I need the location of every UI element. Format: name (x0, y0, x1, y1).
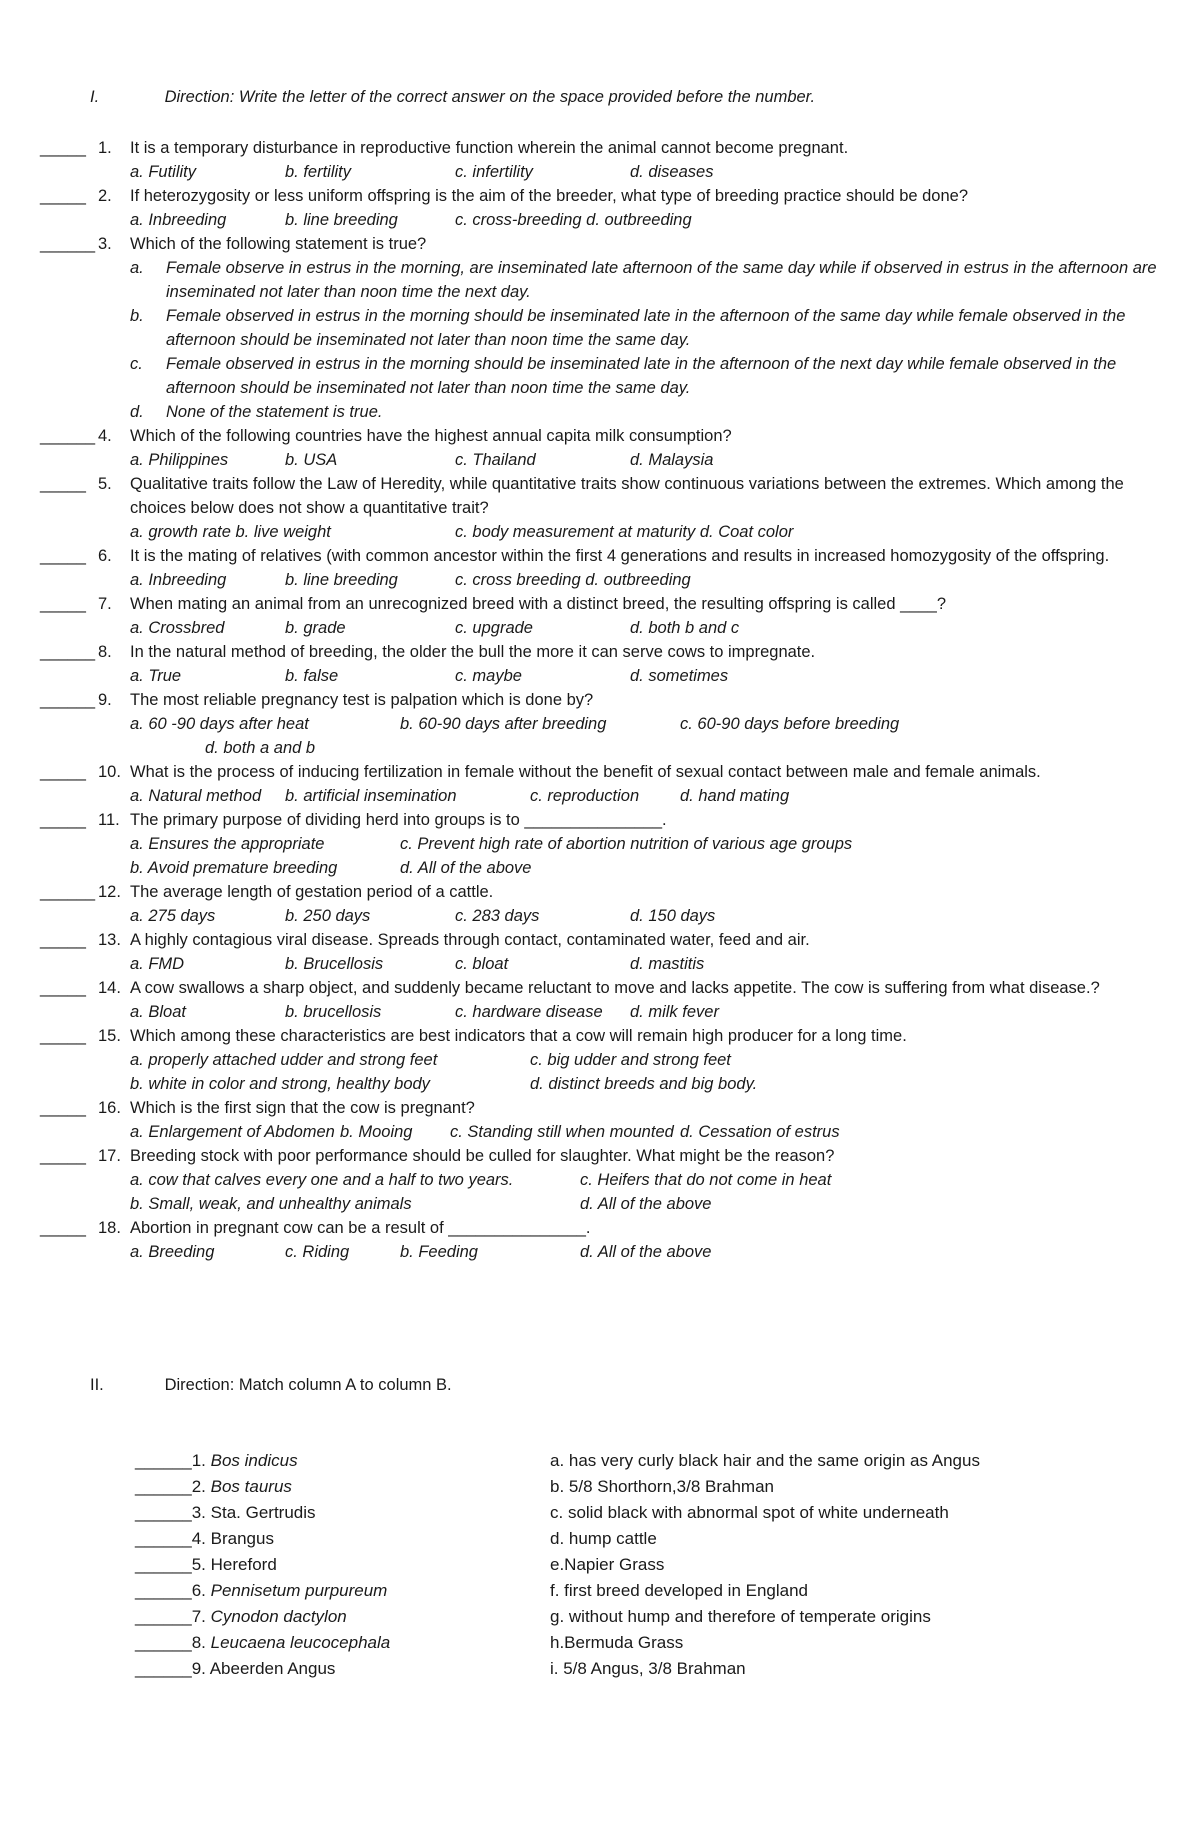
question-text: The average length of gestation period of a cattle. (130, 883, 494, 901)
column-a-term: Bos taurus (210, 1477, 292, 1496)
question-line (40, 136, 1160, 160)
question-number: 8. (98, 643, 112, 661)
option-choice: c. big udder and strong feet (530, 1051, 731, 1069)
option-choice: d. Malaysia (630, 451, 714, 469)
option-row (40, 160, 1160, 184)
question-item (40, 184, 1160, 232)
option-letter: c. (130, 355, 143, 373)
answer-blank[interactable]: ______ (40, 235, 96, 253)
option-choice: b. Mooing (340, 1123, 413, 1141)
answer-blank[interactable]: _____ (40, 931, 86, 949)
column-b-item: c. solid black with abnormal spot of white underneath (550, 1503, 949, 1522)
question-number: 11. (98, 811, 120, 829)
question-line (40, 808, 1160, 832)
option-choice: a. Inbreeding (130, 571, 227, 589)
column-a-blank[interactable]: ______8. (135, 1633, 211, 1652)
option-text: Female observe in estrus in the morning, are inseminated late afternoon of the same day while if observed in estrus in the afternoon are inseminated not later than noon time the next day. (166, 259, 1157, 301)
question-number: 10. (98, 763, 121, 781)
answer-blank[interactable]: ______ (40, 643, 96, 661)
option-choice: a. Inbreeding (130, 211, 227, 229)
option-choice: d. 150 days (630, 907, 716, 925)
option-row (40, 1168, 1160, 1192)
question-item (40, 472, 1160, 544)
question-line (40, 592, 1160, 616)
answer-blank[interactable]: ______ (40, 427, 96, 445)
question-item (40, 1024, 1160, 1096)
option-row (40, 1072, 1160, 1096)
option-choice: a. Philippines (130, 451, 229, 469)
section-1-header (90, 88, 815, 107)
option-choice: a. Natural method (130, 787, 262, 805)
question-item (40, 136, 1160, 184)
option-row (40, 1000, 1160, 1024)
option-choice: b. artificial insemination (285, 787, 457, 805)
option-row (40, 208, 1160, 232)
column-b-item: g. without hump and therefore of temperate origins (550, 1607, 931, 1626)
option-choice: d. distinct breeds and big body. (530, 1075, 758, 1093)
question-item (40, 544, 1160, 592)
section-1-direction: Direction: Write the letter of the correct answer on the space provided before the number. (164, 88, 816, 106)
question-number: 5. (98, 475, 112, 493)
option-letter: b. (130, 307, 144, 325)
question-text: Breeding stock with poor performance should be culled for slaughter. What might be the reason? (130, 1147, 835, 1165)
option-text: Female observed in estrus in the morning should be inseminated late in the afternoon of the next day while female observed in the afternoon should be inseminated not later than noon time the same day. (166, 355, 1117, 397)
option-choice: c. Heifers that do not come in heat (580, 1171, 832, 1189)
column-a-blank[interactable]: ______6. (135, 1581, 211, 1600)
question-text: When mating an animal from an unrecognized breed with a distinct breed, the resulting offspring is called ____? (130, 595, 947, 613)
question-line (40, 640, 1160, 664)
column-a-item (135, 1630, 390, 1656)
answer-blank[interactable]: _____ (40, 139, 86, 157)
column-a-item (135, 1474, 292, 1500)
column-a-blank[interactable]: ______5. (135, 1555, 211, 1574)
answer-blank[interactable]: _____ (40, 595, 86, 613)
match-row (135, 1526, 1085, 1552)
question-text: It is the mating of relatives (with common ancestor within the first 4 generations and results in increased homozygosity of the offspring. (130, 547, 1110, 565)
option-choice: d. All of the above (400, 859, 532, 877)
question-item (40, 640, 1160, 688)
option-text: None of the statement is true. (166, 403, 383, 421)
column-a-term: Hereford (210, 1555, 277, 1574)
column-a-blank[interactable]: ______7. (135, 1607, 211, 1626)
column-a-term: Brangus (210, 1529, 274, 1548)
column-a-term: Sta. Gertrudis (210, 1503, 316, 1522)
option-choice: c. cross-breeding d. outbreeding (455, 211, 692, 229)
option-long (40, 352, 1160, 400)
option-choice: b. white in color and strong, healthy body (130, 1075, 430, 1093)
option-row (40, 856, 1160, 880)
option-choice: c. upgrade (455, 619, 533, 637)
option-choice: c. 283 days (455, 907, 540, 925)
option-choice: a. FMD (130, 955, 185, 973)
question-item (40, 976, 1160, 1024)
option-choice: b. Avoid premature breeding (130, 859, 338, 877)
answer-blank[interactable]: _____ (40, 187, 86, 205)
option-choice: b. Small, weak, and unhealthy animals (130, 1195, 412, 1213)
question-line (40, 1024, 1160, 1048)
question-line (40, 880, 1160, 904)
column-a-blank[interactable]: ______2. (135, 1477, 211, 1496)
option-row (40, 568, 1160, 592)
question-item (40, 688, 1160, 760)
option-choice: c. bloat (455, 955, 509, 973)
option-row (40, 1048, 1160, 1072)
question-line (40, 928, 1160, 952)
question-line (40, 544, 1160, 568)
answer-blank[interactable]: _____ (40, 1219, 86, 1237)
question-item (40, 880, 1160, 928)
option-choice: b. 250 days (285, 907, 371, 925)
question-text: If heterozygosity or less uniform offspring is the aim of the breeder, what type of breeding practice should be done? (130, 187, 969, 205)
question-number: 17. (98, 1147, 121, 1165)
question-number: 18. (98, 1219, 121, 1237)
question-text: In the natural method of breeding, the older the bull the more it can serve cows to impregnate. (130, 643, 816, 661)
question-number: 4. (98, 427, 112, 445)
option-choice: d. both b and c (630, 619, 740, 637)
question-item (40, 1096, 1160, 1144)
option-choice: c. Thailand (455, 451, 536, 469)
option-choice: c. 60-90 days before breeding (680, 715, 900, 733)
option-choice: a. Bloat (130, 1003, 186, 1021)
answer-blank[interactable]: _____ (40, 1147, 86, 1165)
option-choice: d. mastitis (630, 955, 705, 973)
option-choice: a. growth rate b. live weight (130, 523, 331, 541)
match-row (135, 1656, 1085, 1682)
question-text: Which of the following statement is true? (130, 235, 427, 253)
option-choice: d. both a and b (205, 739, 316, 757)
question-item (40, 928, 1160, 976)
answer-blank[interactable]: _____ (40, 1099, 86, 1117)
option-choice: d. All of the above (580, 1195, 712, 1213)
column-a-term: Pennisetum purpureum (210, 1581, 388, 1600)
question-line (40, 760, 1160, 784)
column-a-blank[interactable]: ______3. (135, 1503, 211, 1522)
question-line (40, 472, 1160, 520)
question-item (40, 592, 1160, 640)
column-a-item (135, 1500, 316, 1526)
match-row (135, 1474, 1085, 1500)
question-text: It is a temporary disturbance in reproductive function wherein the animal cannot become pregnant. (130, 139, 849, 157)
option-row (40, 448, 1160, 472)
answer-blank[interactable]: _____ (40, 763, 86, 781)
question-text: Which among these characteristics are best indicators that a cow will remain high producer for a long time. (130, 1027, 907, 1045)
option-choice: b. Feeding (400, 1243, 478, 1261)
question-item (40, 1144, 1160, 1216)
option-choice: a. Enlargement of Abdomen (130, 1123, 335, 1141)
option-choice: a. 60 -90 days after heat (130, 715, 309, 733)
option-choice: c. Riding (285, 1243, 350, 1261)
question-list (40, 136, 1160, 1264)
column-a-item (135, 1448, 298, 1474)
option-choice: d. milk fever (630, 1003, 719, 1021)
question-number: 13. (98, 931, 121, 949)
option-choice: a. True (130, 667, 182, 685)
question-number: 9. (98, 691, 112, 709)
match-row (135, 1630, 1085, 1656)
option-choice: c. cross breeding d. outbreeding (455, 571, 691, 589)
option-choice: b. Brucellosis (285, 955, 384, 973)
question-number: 15. (98, 1027, 121, 1045)
option-choice: b. line breeding (285, 211, 398, 229)
option-choice: b. line breeding (285, 571, 398, 589)
match-row (135, 1604, 1085, 1630)
column-b-item: i. 5/8 Angus, 3/8 Brahman (550, 1659, 746, 1678)
column-b-item: a. has very curly black hair and the same origin as Angus (550, 1451, 980, 1470)
option-long (40, 400, 1160, 424)
option-text: Female observed in estrus in the morning should be inseminated late in the afternoon of the same day while female observed in the afternoon should be inseminated not later than noon time the same day. (166, 307, 1126, 349)
column-b-item: b. 5/8 Shorthorn,3/8 Brahman (550, 1477, 774, 1496)
question-line (40, 424, 1160, 448)
question-text: What is the process of inducing fertilization in female without the benefit of sexual contact between male and female animals. (130, 763, 1041, 781)
option-choice: a. Crossbred (130, 619, 225, 637)
question-line (40, 184, 1160, 208)
answer-blank[interactable]: _____ (40, 811, 86, 829)
answer-blank[interactable]: _____ (40, 475, 86, 493)
column-a-blank[interactable]: ______1. (135, 1451, 211, 1470)
question-line (40, 1216, 1160, 1240)
section-2-numeral: II. (90, 1376, 104, 1394)
option-choice: a. 275 days (130, 907, 216, 925)
question-number: 3. (98, 235, 112, 253)
option-row (40, 520, 1160, 544)
answer-blank[interactable]: _____ (40, 979, 86, 997)
option-choice: d. sometimes (630, 667, 729, 685)
question-text: Abortion in pregnant cow can be a result of _______________. (130, 1219, 591, 1237)
question-number: 16. (98, 1099, 121, 1117)
option-row (40, 952, 1160, 976)
column-a-term: Leucaena leucocephala (210, 1633, 391, 1652)
column-a-term: Bos indicus (210, 1451, 298, 1470)
question-number: 6. (98, 547, 112, 565)
column-a-item (135, 1604, 347, 1630)
option-row (40, 1192, 1160, 1216)
match-row (135, 1552, 1085, 1578)
option-row (40, 664, 1160, 688)
option-choice: c. Prevent high rate of abortion nutrition of various age groups (400, 835, 853, 853)
option-choice: c. hardware disease (455, 1003, 603, 1021)
question-number: 7. (98, 595, 112, 613)
column-b-item: d. hump cattle (550, 1529, 657, 1548)
option-row (40, 616, 1160, 640)
question-text: The most reliable pregnancy test is palpation which is done by? (130, 691, 594, 709)
option-choice: a. Ensures the appropriate (130, 835, 325, 853)
question-item (40, 1216, 1160, 1264)
option-choice: d. diseases (630, 163, 714, 181)
option-choice: a. Breeding (130, 1243, 215, 1261)
question-line (40, 1144, 1160, 1168)
option-choice: b. brucellosis (285, 1003, 382, 1021)
option-choice: d. Cessation of estrus (680, 1123, 840, 1141)
section-2-direction: Direction: Match column A to column B. (164, 1376, 452, 1394)
option-choice: a. Futility (130, 163, 197, 181)
section-1-numeral: I. (90, 88, 100, 106)
option-row (40, 1120, 1160, 1144)
section-2-header (90, 1376, 452, 1395)
question-text: The primary purpose of dividing herd into groups is to _______________. (130, 811, 667, 829)
match-row (135, 1448, 1085, 1474)
answer-blank[interactable]: ______ (40, 883, 96, 901)
question-item (40, 760, 1160, 808)
question-line (40, 976, 1160, 1000)
option-letter: d. (130, 403, 144, 421)
column-b-item: f. first breed developed in England (550, 1581, 809, 1600)
matching-list (135, 1448, 1085, 1682)
column-b-item: e.Napier Grass (550, 1555, 665, 1574)
question-item (40, 808, 1160, 880)
match-row (135, 1578, 1085, 1604)
question-line (40, 688, 1160, 712)
option-row (40, 1240, 1160, 1264)
column-a-blank[interactable]: ______9. (135, 1659, 210, 1678)
column-a-blank[interactable]: ______4. (135, 1529, 211, 1548)
question-text: Qualitative traits follow the Law of Heredity, while quantitative traits show continuous variations between the extremes. Which among the choices below does not show a quantitative trait? (130, 475, 1124, 517)
question-text: A highly contagious viral disease. Spreads through contact, contaminated water, feed and air. (130, 931, 810, 949)
option-choice: d. hand mating (680, 787, 790, 805)
option-choice: d. All of the above (580, 1243, 712, 1261)
option-choice: c. infertility (455, 163, 533, 181)
option-row (40, 904, 1160, 928)
question-text: Which is the first sign that the cow is pregnant? (130, 1099, 475, 1117)
option-row (40, 832, 1160, 856)
column-a-term: Abeerden Angus (209, 1659, 336, 1678)
option-choice: b. 60-90 days after breeding (400, 715, 607, 733)
question-line (40, 1096, 1160, 1120)
question-line (40, 232, 1160, 256)
option-choice: a. cow that calves every one and a half to two years. (130, 1171, 514, 1189)
question-item (40, 232, 1160, 424)
match-row (135, 1500, 1085, 1526)
answer-blank[interactable]: _____ (40, 547, 86, 565)
column-a-item (135, 1656, 335, 1682)
question-number: 14. (98, 979, 121, 997)
column-b-item: h.Bermuda Grass (550, 1633, 684, 1652)
column-a-term: Cynodon dactylon (210, 1607, 347, 1626)
option-choice: c. Standing still when mounted (450, 1123, 674, 1141)
option-choice: a. properly attached udder and strong feet (130, 1051, 438, 1069)
option-long (40, 256, 1160, 304)
answer-blank[interactable]: ______ (40, 691, 96, 709)
question-number: 12. (98, 883, 121, 901)
column-a-item (135, 1552, 277, 1578)
question-number: 1. (98, 139, 112, 157)
option-choice: b. false (285, 667, 339, 685)
column-a-item (135, 1526, 274, 1552)
question-item (40, 424, 1160, 472)
option-long (40, 304, 1160, 352)
option-choice: c. reproduction (530, 787, 640, 805)
question-number: 2. (98, 187, 112, 205)
answer-blank[interactable]: _____ (40, 1027, 86, 1045)
option-row (40, 736, 1160, 760)
option-choice: b. USA (285, 451, 338, 469)
column-a-item (135, 1578, 387, 1604)
option-row (40, 784, 1160, 808)
option-choice: b. fertility (285, 163, 352, 181)
option-choice: c. maybe (455, 667, 522, 685)
question-text: A cow swallows a sharp object, and suddenly became reluctant to move and lacks appetite. The cow is suffering from what disease.? (130, 979, 1100, 997)
option-row (40, 712, 1160, 736)
option-letter: a. (130, 259, 144, 277)
question-text: Which of the following countries have the highest annual capita milk consumption? (130, 427, 732, 445)
option-choice: b. grade (285, 619, 346, 637)
option-choice: c. body measurement at maturity d. Coat color (455, 523, 794, 541)
